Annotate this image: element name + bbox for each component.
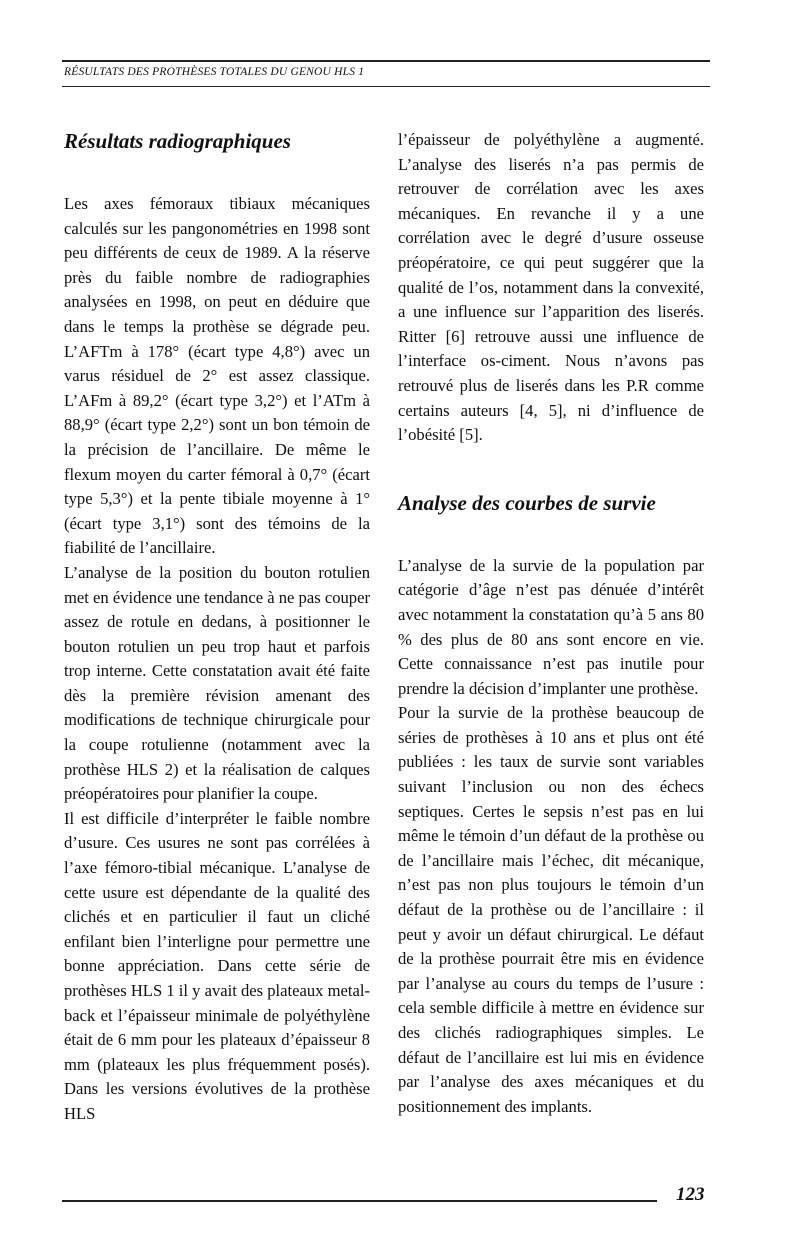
top-rule bbox=[62, 60, 710, 62]
footer-rule bbox=[62, 1200, 657, 1202]
page-number: 123 bbox=[676, 1184, 705, 1205]
paragraph-polyethylene-liseres: l’épaisseur de polyéthylène a augmenté. L’analyse des liserés n’a pas permis de retrouver de corrélation avec les axes mécaniques. En revanche il y a une corrélation avec le degré d’usure osseuse préopératoire, ce qui peut suggérer que la qualité de l’os, notamment dans la convexité, a une influence sur l’apparition des liserés. Ritter [6] retrouve aussi une influence de l’interface os-ciment. Nous n’avons pas retrouvé plus de liserés dans les P.R comme certains auteurs [4, 5], ni d’influence de l’obésité [5]. bbox=[398, 130, 704, 445]
paragraph-population-survival: L’analyse de la survie de la population par catégorie d’âge n’est pas dénuée d’intérêt avec notamment la constatation qu’à 5 ans 80 % des plus de 80 ans sont encore en vie. Cette connaissance n’est pas inutile pour prendre la décision d’implanter une prothèse. bbox=[398, 555, 704, 698]
paragraph-wear: Il est difficile d’interpréter le faible nombre d’usure. Ces usures ne sont pas corrélées à l’axe fémoro-tibial mécanique. L’analyse de cette usure est dépendante de la qualité des clichés et en particulier il faut un cliché enfilant bien l’interligne pour permettre une bonne appréciation. Dans cette série de prothèses HLS 1 il y avait des plateaux metal-back et l’épaisseur minimale de polyéthylène était de 6 mm pour les plateaux d’épaisseur 8 mm (plateaux les plus fréquemment posés). Dans les versions évolutives de la prothèse HLS bbox=[64, 808, 370, 1123]
section-title-survival-curves: Analyse des courbes de survie bbox=[398, 490, 656, 515]
paragraph-axes: Les axes fémoraux tibiaux mécaniques calculés sur les pangonométries en 1998 sont peu différents de ceux de 1989. A la réserve près du faible nombre de radiographies analysées en 1998, on peut en déduire que dans le temps la prothèse se dégrade peu. L’AFTm à 178° (écart type 4,8°) avec un varus résiduel de 2° est assez classique. L’AFm à 89,2° (écart type 3,2°) et l’ATm à 88,9° (écart type 2,2°) sont un bon témoin de la précision de l’ancillaire. De même le flexum moyen du carter fémoral à 0,7° (écart type 5,3°) et la pente tibiale moyenne à 1° (écart type 3,1°) sont des témoins de la fiabilité de l’ancillaire. bbox=[64, 194, 370, 558]
section-title-radiographic-results: Résultats radiographiques bbox=[64, 129, 291, 153]
header-rule bbox=[62, 86, 710, 87]
right-column bbox=[398, 128, 704, 1119]
running-head: RÉSULTATS DES PROTHÈSES TOTALES DU GENOU HLS 1 bbox=[64, 66, 365, 78]
paragraph-patellar-button: L’analyse de la position du bouton rotulien met en évidence une tendance à ne pas couper assez de rotule en dedans, à positionner le bouton rotulien un peu trop haut et parfois trop interne. Cette constatation avait été faite dès la première révision amenant des modifications de technique chirurgicale pour la coupe rotulienne (notamment avec la prothèse HLS 2) et la réalisation de calques préopératoires pour planifier la coupe. bbox=[64, 562, 370, 804]
left-column bbox=[64, 128, 370, 1127]
paragraph-prosthesis-survival: Pour la survie de la prothèse beaucoup de séries de prothèses à 10 ans et plus ont été publiées : les taux de survie sont variables suivant l’inclusion ou non des échecs septiques. Certes le sepsis n’est pas en lui même le témoin d’un défaut de la prothèse ou de l’ancillaire mais l’échec, dit mécanique, n’est pas non plus toujours le témoin d’un défaut de la prothèse ou de l’ancillaire : il peut y avoir un défaut chirurgical. Le défaut de la prothèse pourrait être mis en évidence par l’analyse au cours du temps de l’usure : cela semble difficile à mettre en évidence sur des clichés radiographiques simples. Le défaut de l’ancillaire est lui mis en évidence par l’analyse des axes mécaniques et du positionnement des implants. bbox=[398, 703, 704, 1116]
